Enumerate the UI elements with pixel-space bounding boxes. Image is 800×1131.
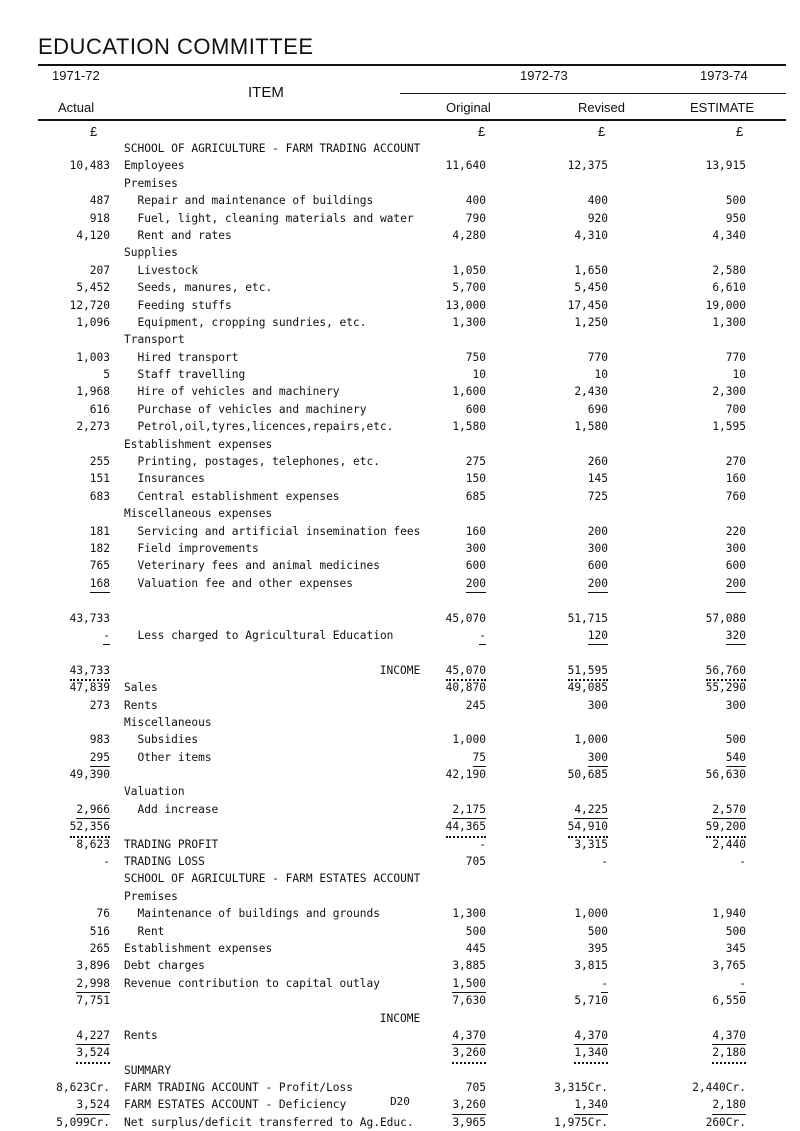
original-cell: 45,070 [446,662,486,681]
original-cell: 45,070 [445,611,486,625]
estimate-cell: 13,915 [705,159,746,173]
actual-cell: 182 [89,541,110,555]
col-1972-73-year: 1972-73 [520,68,568,83]
table-row [0,870,800,887]
actual-cell: 76 [96,907,110,921]
table-row [0,679,800,696]
table-row [0,557,800,574]
table-row [0,801,800,818]
item-cell: Rents [124,1028,158,1042]
table-row [0,1044,800,1061]
page-footer: D20 [390,1095,410,1108]
revised-cell: 51,715 [567,611,608,625]
item-cell: Seeds, manures, etc. [124,281,273,295]
item-cell: Transport [124,333,185,347]
item-cell: Rent and rates [124,228,232,242]
estimate-cell: 4,370 [712,1027,746,1045]
item-cell: SCHOOL OF AGRICULTURE - FARM ESTATES ACCOUNT [124,872,421,886]
estimate-cell: 57,080 [705,611,746,625]
actual-cell: 2,273 [76,420,110,434]
actual-cell: 683 [89,489,110,503]
actual-cell: 265 [89,941,110,955]
table-row [0,610,800,627]
table-row [0,314,800,331]
actual-cell: 49,390 [69,768,110,782]
actual-cell: 47,839 [69,681,110,695]
table-row [0,1010,800,1027]
estimate-cell: 1,940 [712,907,746,921]
actual-cell: 4,227 [76,1027,110,1045]
actual-cell: 487 [89,194,110,208]
estimate-cell: 2,300 [712,385,746,399]
actual-cell: 43,733 [70,662,110,681]
estimate-cell: 3,765 [712,959,746,973]
page-title: EDUCATION COMMITTEE [38,34,314,59]
table-row [0,957,800,974]
table-row [0,262,800,279]
revised-cell: 1,340 [574,1096,608,1114]
item-cell: Field improvements [124,541,259,555]
item-cell: Revenue contribution to capital outlay [124,976,380,990]
actual-cell: 3,524 [76,1044,110,1063]
estimate-cell: 950 [725,211,746,225]
item-cell: Insurances [124,472,205,486]
revised-cell: 395 [587,941,608,955]
original-cell: 5,700 [452,281,486,295]
table-row [0,818,800,835]
original-cell: 245 [465,698,486,712]
item-cell: Rent [124,924,165,938]
original-cell: 3,260 [452,1044,486,1063]
original-cell: 44,365 [446,818,486,837]
table-row [0,836,800,853]
actual-cell: - [103,627,110,645]
estimate-cell: 19,000 [705,298,746,312]
revised-cell: 49,085 [567,681,608,695]
actual-cell: 52,356 [70,818,110,837]
item-cell: INCOME [379,1011,421,1025]
estimate-cell: 55,290 [705,681,746,695]
item-cell: TRADING LOSS [124,855,205,869]
original-cell: 1,300 [452,315,486,329]
item-cell: Purchase of vehicles and machinery [124,402,367,416]
revised-cell: 1,975Cr. [554,1115,608,1129]
revised-cell: 1,000 [574,733,608,747]
table-row [0,627,800,644]
table-row [0,783,800,800]
item-cell: Hire of vehicles and machinery [124,385,340,399]
original-cell: 705 [465,1081,486,1095]
item-cell: Valuation fee and other expenses [124,576,354,590]
table-row [0,1079,800,1096]
original-cell: 3,965 [452,1115,486,1129]
original-cell: 3,260 [452,1096,486,1114]
estimate-cell: 200 [726,575,746,593]
actual-cell: 4,120 [76,228,110,242]
item-cell: Net surplus/deficit transferred to Ag.Educ. [124,1115,414,1129]
actual-cell: 12,720 [69,298,110,312]
actual-cell: 207 [89,263,110,277]
item-cell: Premises [124,176,178,190]
table-row [0,140,800,157]
original-cell: 7,630 [452,994,486,1008]
actual-cell: 3,524 [76,1096,110,1114]
estimate-cell: 300 [725,698,746,712]
original-cell: 2,175 [452,801,486,819]
actual-cell: 983 [89,733,110,747]
table-row [0,1062,800,1079]
estimate-cell: 300 [725,541,746,555]
actual-cell: 181 [89,524,110,538]
estimate-cell: 4,340 [712,228,746,242]
item-cell: Establishment expenses [124,437,273,451]
actual-cell: 255 [89,455,110,469]
actual-cell: 1,003 [76,350,110,364]
actual-cell: 5 [103,368,110,382]
actual-cell: 516 [89,924,110,938]
header-top-rule [38,64,786,66]
estimate-cell: 2,180 [712,1096,746,1114]
col-actual-label: Actual [58,100,95,115]
item-cell: Equipment, cropping sundries, etc. [124,315,367,329]
table-row [0,331,800,348]
table-row [0,523,800,540]
item-cell: Hired transport [124,350,239,364]
table-row [0,731,800,748]
currency-original: £ [478,124,486,139]
revised-cell: 770 [587,350,608,364]
original-cell: 445 [465,941,486,955]
actual-cell: 918 [89,211,110,225]
table-row [0,975,800,992]
estimate-cell: - [739,975,746,993]
table-row [0,244,800,261]
revised-cell: 725 [587,489,608,503]
estimate-cell: 59,200 [706,818,746,837]
revised-cell: 145 [587,472,608,486]
item-cell: Miscellaneous expenses [124,507,273,521]
estimate-cell: 540 [726,749,746,767]
revised-cell: 3,315 [574,837,608,851]
estimate-cell: 260Cr. [705,1115,746,1129]
item-cell: TRADING PROFIT [124,837,219,851]
actual-cell: 7,751 [76,994,110,1008]
table-row [0,453,800,470]
revised-cell: 3,815 [574,959,608,973]
original-cell: 1,300 [452,907,486,921]
original-cell: 11,640 [445,159,486,173]
actual-cell: 1,096 [76,315,110,329]
original-cell: 3,885 [452,959,486,973]
item-cell: Sales [124,681,158,695]
original-cell: 705 [465,855,486,869]
revised-cell: 5,710 [574,994,608,1008]
estimate-cell: 220 [725,524,746,538]
table-row [0,1114,800,1131]
revised-cell: 2,430 [574,385,608,399]
item-cell: Debt charges [124,959,205,973]
actual-cell: 273 [89,698,110,712]
original-cell: 13,000 [445,298,486,312]
table-row [0,227,800,244]
item-cell: FARM ESTATES ACCOUNT - Deficiency [124,1098,347,1112]
actual-cell: 3,896 [76,959,110,973]
item-cell: Premises [124,889,178,903]
revised-cell: 120 [588,627,608,645]
item-cell: Central establishment expenses [124,489,340,503]
currency-estimate: £ [736,124,744,139]
estimate-cell: 760 [725,489,746,503]
revised-cell: 1,650 [574,263,608,277]
estimate-cell: 2,180 [712,1044,746,1063]
original-cell: 4,280 [452,228,486,242]
estimate-cell: 56,630 [705,768,746,782]
item-cell: Maintenance of buildings and grounds [124,907,380,921]
table-row [0,714,800,731]
table-row [0,297,800,314]
table-row [0,644,800,661]
header-mid-rule [400,93,786,94]
revised-cell: 10 [594,368,608,382]
actual-cell: 8,623 [76,837,110,851]
table-row [0,575,800,592]
table-row [0,992,800,1009]
table-row [0,366,800,383]
estimate-cell: 2,440Cr. [692,1081,746,1095]
item-cell: Valuation [124,785,185,799]
original-cell: 160 [465,524,486,538]
table-row [0,540,800,557]
revised-cell: 3,315Cr. [554,1081,608,1095]
revised-cell: 4,370 [574,1027,608,1045]
item-cell: SCHOOL OF AGRICULTURE - FARM TRADING ACCOUNT [124,142,421,155]
revised-cell: 1,250 [574,315,608,329]
estimate-cell: 10 [732,368,746,382]
original-cell: 150 [465,472,486,486]
table-row [0,592,800,609]
table-row [0,157,800,174]
revised-cell: 500 [587,924,608,938]
estimate-cell: 1,300 [712,315,746,329]
table-row [0,905,800,922]
currency-revised: £ [598,124,606,139]
table-row [0,192,800,209]
col-actual-year: 1971-72 [52,68,100,83]
revised-cell: - [601,975,608,993]
estimate-cell: 6,610 [712,281,746,295]
item-cell: Repair and maintenance of buildings [124,194,374,208]
table-row [0,853,800,870]
item-cell: Veterinary fees and animal medicines [124,559,380,573]
col-revised: Revised [578,100,625,115]
table-row [0,210,800,227]
estimate-cell: 2,570 [712,801,746,819]
table-row [0,1027,800,1044]
revised-cell: 1,000 [574,907,608,921]
revised-cell: 5,450 [574,281,608,295]
revised-cell: 400 [587,194,608,208]
estimate-cell: 270 [725,455,746,469]
item-cell: Feeding stuffs [124,298,232,312]
item-cell: Other items [124,750,212,764]
actual-cell: 5,099Cr. [56,1115,110,1129]
actual-cell: 2,998 [76,975,110,993]
actual-cell: - [103,855,110,869]
revised-cell: 690 [587,402,608,416]
actual-cell: 168 [90,575,110,593]
item-cell: Printing, postages, telephones, etc. [124,455,380,469]
table-row [0,505,800,522]
original-cell: 600 [465,402,486,416]
actual-cell: 765 [89,559,110,573]
item-cell: Miscellaneous [124,715,212,729]
item-cell: FARM TRADING ACCOUNT - Profit/Loss [124,1081,354,1095]
table-row [0,349,800,366]
item-cell: INCOME [379,663,421,677]
table-row [0,418,800,435]
revised-cell: 51,595 [568,662,608,681]
col-original: Original [446,100,491,115]
col-estimate: ESTIMATE [690,100,755,115]
revised-cell: 4,225 [574,801,608,819]
original-cell: 4,370 [452,1027,486,1045]
estimate-cell: 600 [725,559,746,573]
revised-cell: 300 [588,749,608,767]
item-cell: Fuel, light, cleaning materials and water [124,211,414,225]
item-cell: Employees [124,159,185,173]
actual-cell: 2,966 [76,801,110,819]
table-row [0,923,800,940]
revised-cell: 260 [587,455,608,469]
item-cell: Petrol,oil,tyres,licences,repairs,etc. [124,420,394,434]
table-row [0,488,800,505]
original-cell: 10 [472,368,486,382]
table-row [0,401,800,418]
estimate-cell: - [739,855,746,869]
actual-cell: 5,452 [76,281,110,295]
original-cell: 1,600 [452,385,486,399]
original-cell: 600 [465,559,486,573]
original-cell: 750 [465,350,486,364]
table-row [0,470,800,487]
item-cell: Establishment expenses [124,941,273,955]
estimate-cell: 6,550 [712,994,746,1008]
original-cell: 42,190 [445,768,486,782]
item-cell: Staff travelling [124,368,246,382]
revised-cell: 300 [587,698,608,712]
original-cell: 1,000 [452,733,486,747]
original-cell: - [479,837,486,851]
original-cell: 400 [465,194,486,208]
revised-cell: 300 [587,541,608,555]
actual-cell: 10,483 [69,159,110,173]
revised-cell: 1,580 [574,420,608,434]
original-cell: 1,580 [452,420,486,434]
item-cell: Supplies [124,246,178,260]
revised-cell: 12,375 [567,159,608,173]
table-row [0,436,800,453]
item-cell: Add increase [124,802,219,816]
estimate-cell: 770 [725,350,746,364]
revised-cell: 200 [587,524,608,538]
col-item: ITEM [248,84,284,101]
item-cell: Livestock [124,263,199,277]
revised-cell: 200 [588,575,608,593]
estimate-cell: 2,440 [712,837,746,851]
table-row [0,766,800,783]
revised-cell: 600 [587,559,608,573]
estimate-cell: 500 [725,733,746,747]
table-row [0,383,800,400]
table-row [0,697,800,714]
col-1973-74-year: 1973-74 [700,68,748,83]
original-cell: 200 [466,575,486,593]
actual-cell: 616 [89,402,110,416]
table-row [0,749,800,766]
original-cell: 1,050 [452,263,486,277]
table-row [0,940,800,957]
account-table [0,140,800,1131]
estimate-cell: 500 [725,194,746,208]
revised-cell: - [601,855,608,869]
estimate-cell: 2,580 [712,263,746,277]
original-cell: 75 [473,749,486,767]
original-cell: 685 [465,489,486,503]
estimate-cell: 56,760 [706,662,746,681]
actual-cell: 151 [89,472,110,486]
table-row [0,175,800,192]
table-row [0,279,800,296]
estimate-cell: 160 [725,472,746,486]
original-cell: - [479,627,486,645]
item-cell: Less charged to Agricultural Education [124,628,394,642]
original-cell: 790 [465,211,486,225]
original-cell: 275 [465,455,486,469]
item-cell: SUMMARY [124,1063,172,1077]
actual-cell: 295 [90,749,110,767]
original-cell: 500 [465,924,486,938]
revised-cell: 17,450 [567,298,608,312]
header-bottom-rule [38,119,786,121]
original-cell: 40,870 [445,681,486,695]
item-cell: Subsidies [124,733,199,747]
actual-cell: 43,733 [69,611,110,625]
table-row [0,888,800,905]
item-cell: Servicing and artificial insemination fees [124,524,421,538]
original-cell: 1,500 [452,975,486,993]
revised-cell: 920 [587,211,608,225]
revised-cell: 54,910 [568,818,608,837]
original-cell: 300 [465,541,486,555]
estimate-cell: 320 [726,627,746,645]
table-row [0,662,800,679]
estimate-cell: 700 [725,402,746,416]
revised-cell: 50,685 [567,768,608,782]
actual-cell: 1,968 [76,385,110,399]
actual-cell: 8,623Cr. [56,1081,110,1095]
currency-actual: £ [90,124,98,139]
revised-cell: 1,340 [574,1044,608,1063]
revised-cell: 4,310 [574,228,608,242]
estimate-cell: 500 [725,924,746,938]
estimate-cell: 1,595 [712,420,746,434]
item-cell: Rents [124,698,158,712]
estimate-cell: 345 [725,941,746,955]
